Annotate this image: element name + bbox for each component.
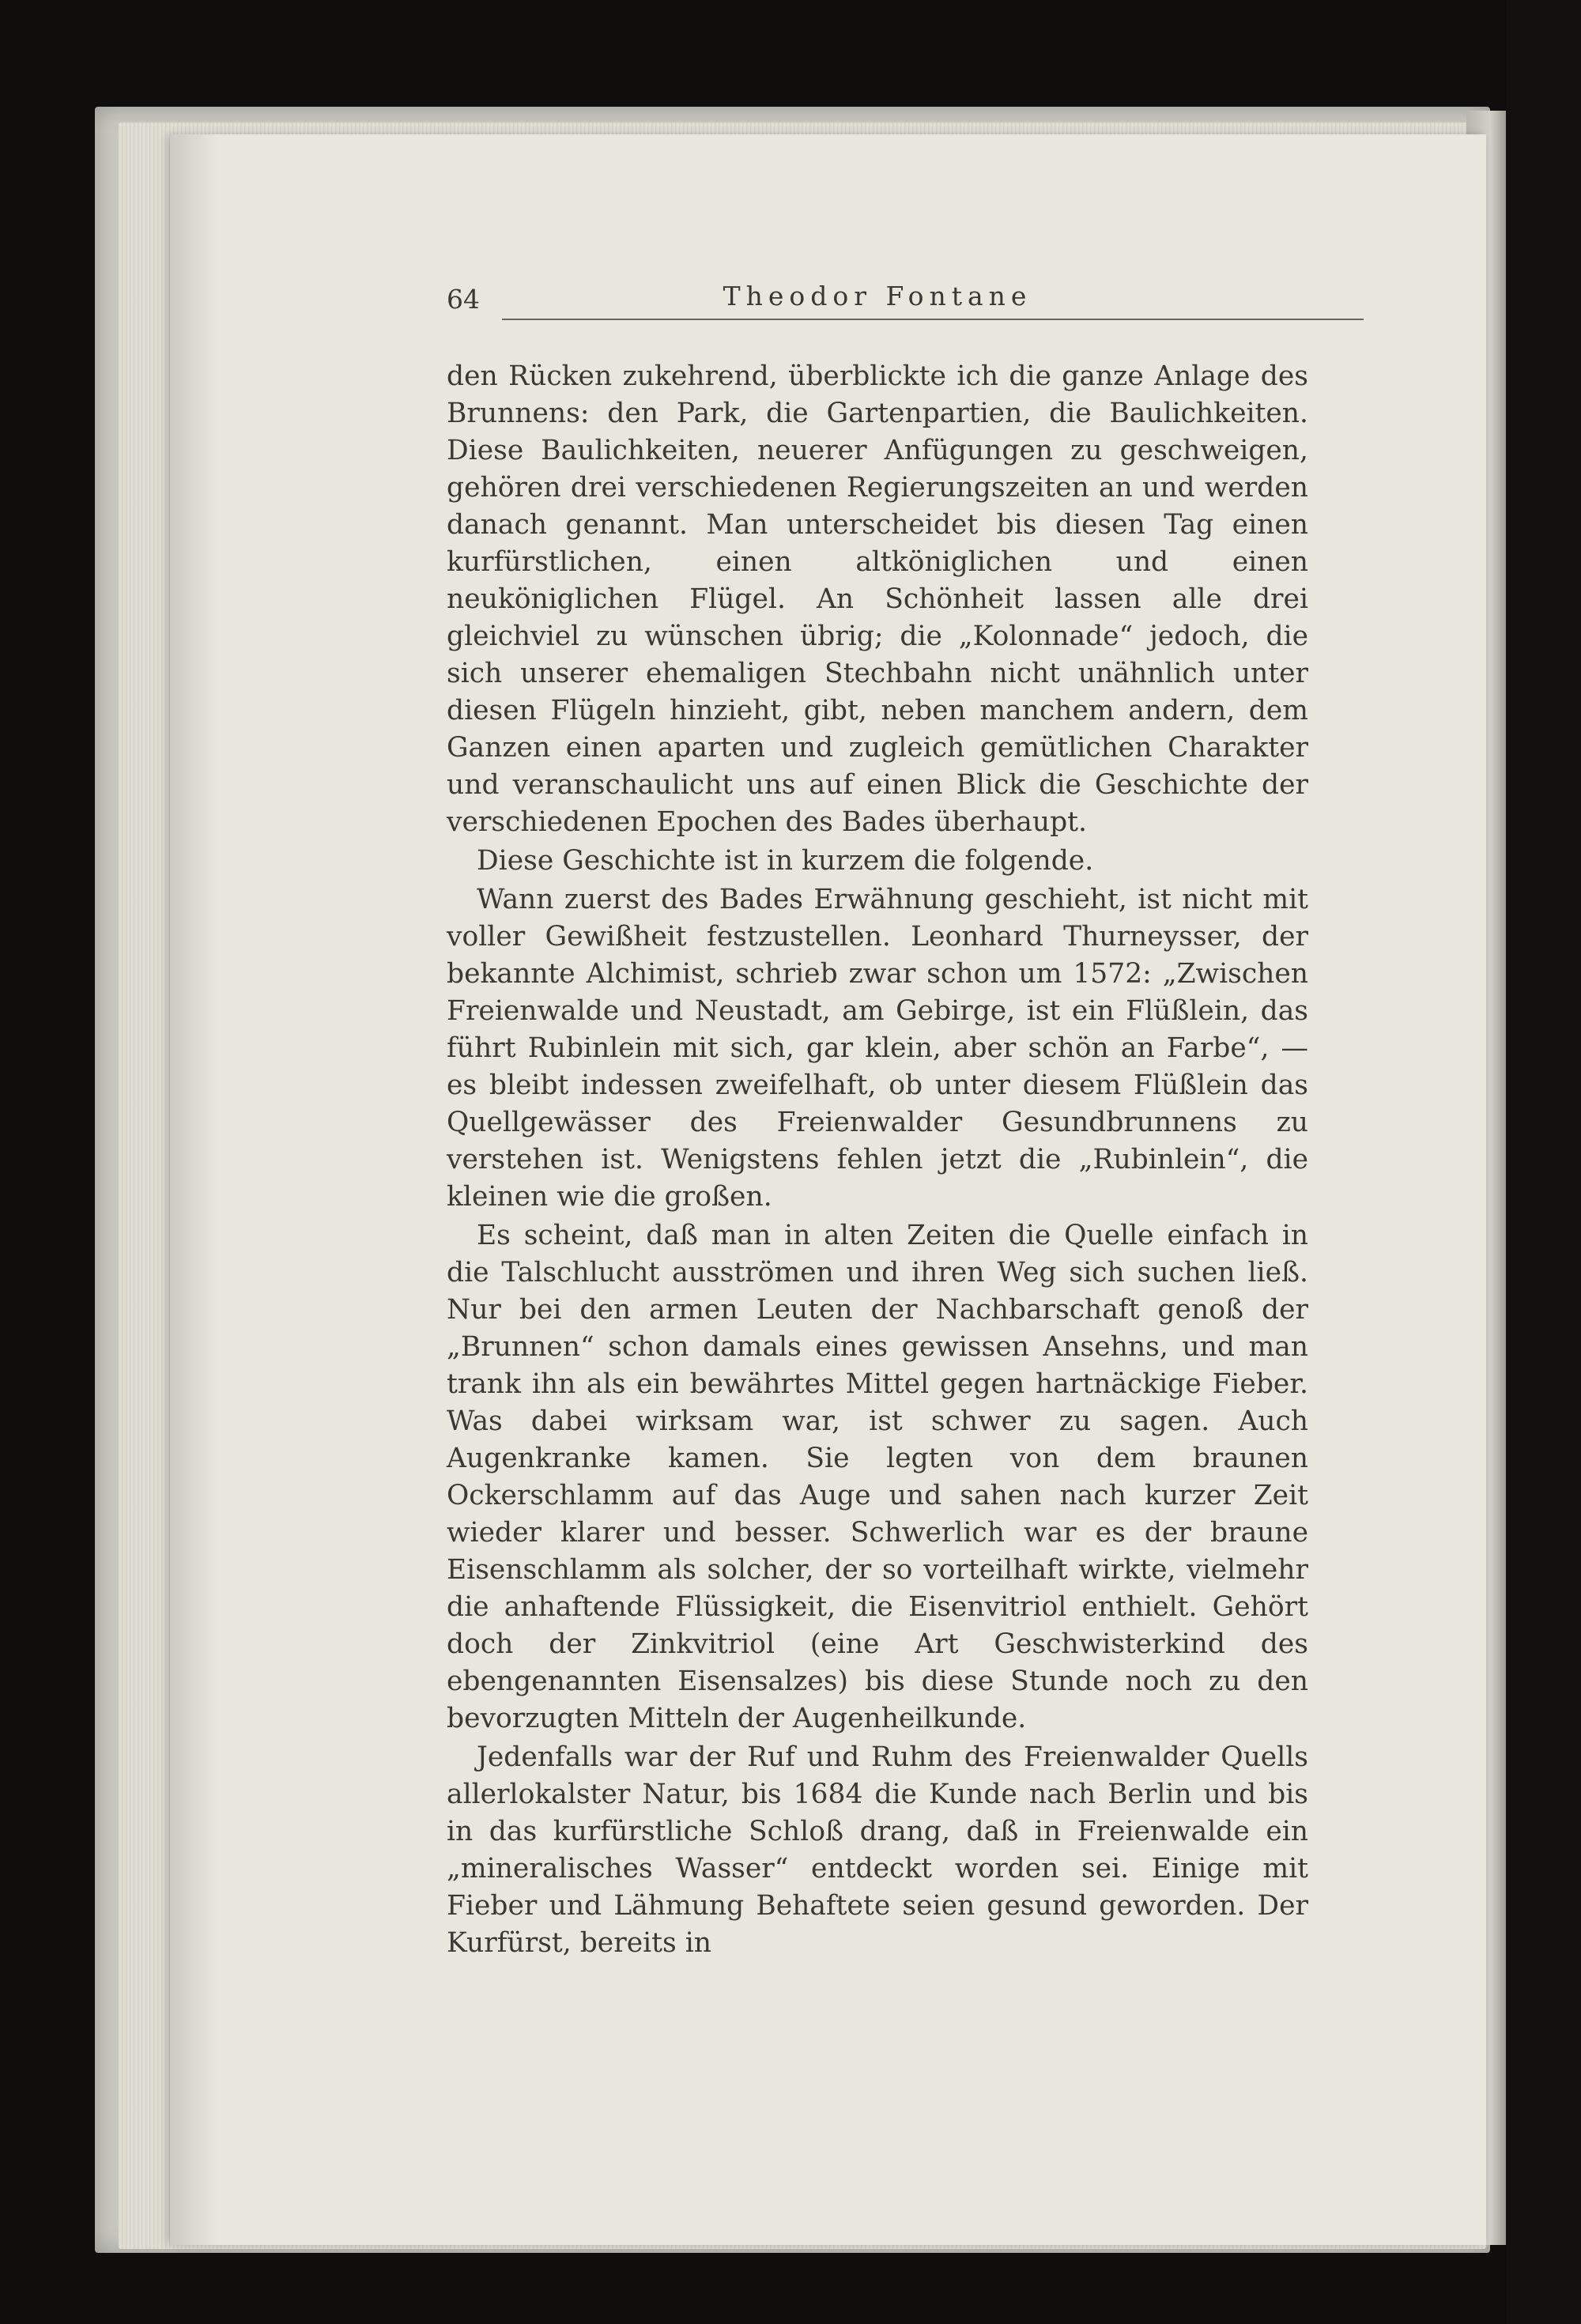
paragraph: Diese Geschichte ist in kurzem die folgende.	[477, 845, 1094, 877]
background-margin	[1506, 0, 1581, 2324]
page-body	[447, 358, 1308, 1962]
paragraph: Jedenfalls war der Ruf und Ruhm des Freienwalder Quells allerlokalster Natur, bis 1684 die Kunde nach Berlin und bis in das kurfürstliche Schloß drang, daß in Freienwalde ein „mineralisches Wasser“ entdeckt worden sei. Einige mit Fieber und Lähmung Behaftete seien gesund geworden. Der Kurfürst, bereits in	[447, 1741, 1308, 1959]
paragraph: Es scheint, daß man in alten Zeiten die Quelle einfach in die Talschlucht ausströmen und ihren Weg sich suchen ließ. Nur bei den armen Leuten der Nachbarschaft genoß der „Brunnen“ schon damals eines gewissen Ansehns, und man trank ihn als ein bewährtes Mittel gegen hartnäckige Fieber. Was dabei wirksam war, ist schwer zu sagen. Auch Augenkranke kamen. Sie legten von dem braunen Ockerschlamm auf das Auge und sahen nach kurzer Zeit wieder klarer und besser. Schwerlich war es der braune Eisenschlamm als solcher, der so vorteilhaft wirkte, vielmehr die anhaftende Flüssigkeit, die Eisenvitriol enthielt. Gehört doch der Zinkvitriol (eine Art Geschwisterkind des ebengenannten Eisensalzes) bis diese Stunde noch zu den bevorzugten Mitteln der Augenheilkunde.	[447, 1220, 1308, 1734]
page-number: 64	[447, 284, 480, 315]
paragraph: Wann zuerst des Bades Erwähnung geschieht, ist nicht mit voller Gewißheit festzustellen. Leonhard Thurneysser, der bekannte Alchimist, schrieb zwar schon um 1572: „Zwischen Freienwalde und Neustadt, am Gebirge, ist ein Flüßlein, das führt Rubinlein mit sich, gar klein, aber schön an Farbe“, — es bleibt indessen zweifelhaft, ob unter diesem Flüßlein das Quellgewässer des Freienwalder Gesundbrunnens zu verstehen ist. Wenigstens fehlen jetzt die „Rubinlein“, die kleinen wie die großen.	[447, 884, 1308, 1213]
header-rule	[502, 319, 1364, 320]
page-header	[447, 281, 1308, 320]
gutter-shadow	[170, 134, 217, 2245]
running-head: Theodor Fontane	[723, 281, 1032, 311]
page-text-block	[447, 281, 1308, 1962]
paragraph: den Rücken zukehrend, überblickte ich die ganze Anlage des Brunnens: den Park, die Gartenpartien, die Baulichkeiten. Diese Baulichkeiten, neuerer Anfügungen zu geschweigen, gehören drei verschiedenen Regierungszeiten an und werden danach genannt. Man unterscheidet bis diesen Tag einen kurfürstlichen, einen altköniglichen und einen neuköniglichen Flügel. An Schönheit lassen alle drei gleichviel zu wünschen übrig; die „Kolonnade“ jedoch, die sich unserer ehemaligen Stechbahn nicht unähnlich unter diesen Flügeln hinzieht, gibt, neben manchem andern, dem Ganzen einen aparten und zugleich gemütlichen Charakter und veranschaulicht uns auf einen Blick die Geschichte der verschiedenen Epochen des Bades überhaupt.	[447, 360, 1308, 838]
